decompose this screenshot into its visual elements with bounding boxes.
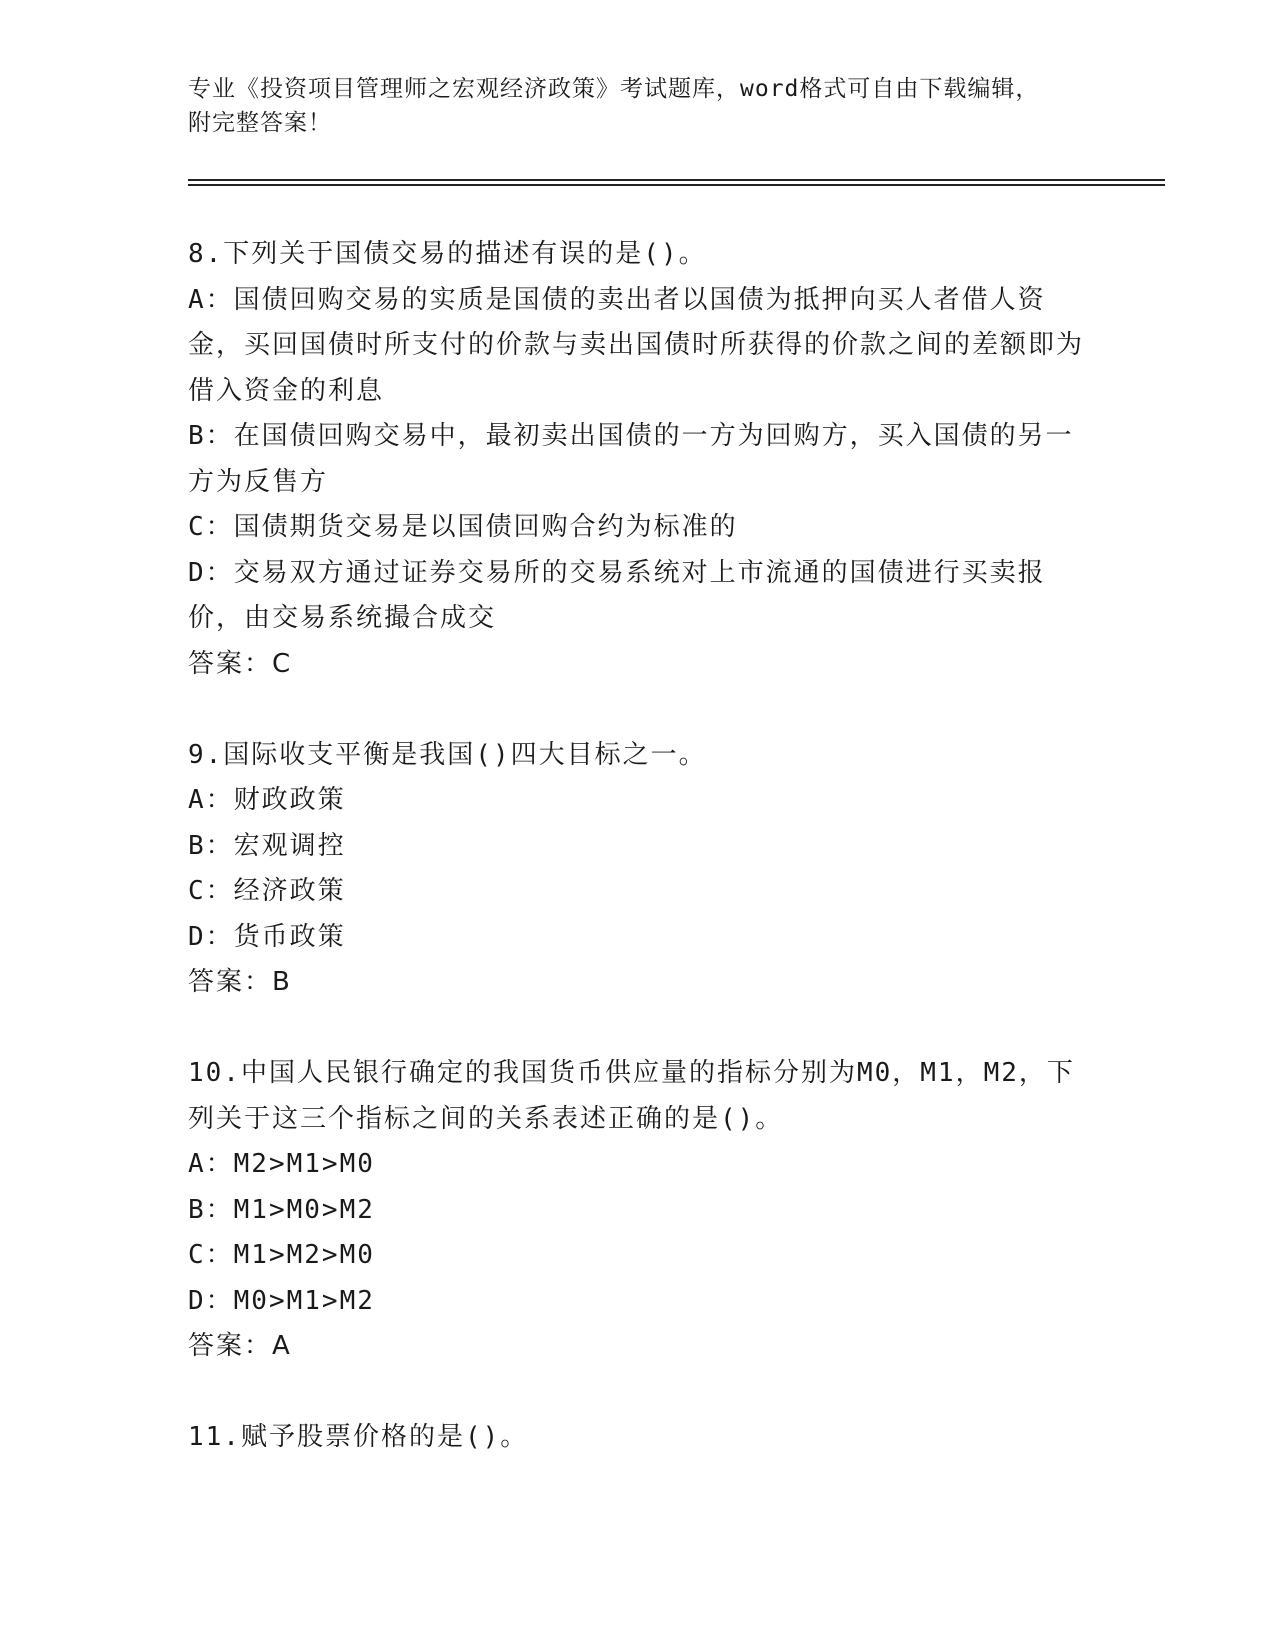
question-9 — [188, 733, 1088, 1006]
document-header — [188, 72, 1088, 140]
option-d: D：货币政策 — [188, 921, 346, 952]
header-line-2: 附完整答案！ — [188, 110, 332, 136]
option-d: D：M0>M1>M2 — [188, 1285, 375, 1316]
answer-line: 答案：B — [188, 967, 292, 997]
option-c: C：经济政策 — [188, 876, 346, 906]
option-c: C：M1>M2>M0 — [188, 1240, 375, 1270]
question-stem: 9.国际收支平衡是我国()四大目标之一。 — [188, 739, 707, 770]
question-spacer — [188, 687, 1088, 733]
header-divider-top — [188, 179, 1165, 181]
question-stem: 10.中国人民银行确定的我国货币供应量的指标分别为M0，M1，M2，下列关于这三个指标之间的关系表述正确的是()。 — [188, 1058, 1075, 1134]
question-10 — [188, 1051, 1088, 1370]
option-b: B：宏观调控 — [188, 830, 346, 861]
header-line-1: 专业《投资项目管理师之宏观经济政策》考试题库，word格式可自由下载编辑， — [188, 76, 1040, 102]
question-11 — [188, 1415, 1088, 1461]
option-a: A：财政政策 — [188, 785, 346, 815]
question-8 — [188, 232, 1088, 687]
question-stem: 8.下列关于国债交易的描述有误的是()。 — [188, 239, 707, 269]
question-spacer — [188, 1370, 1088, 1416]
question-stem: 11.赋予股票价格的是()。 — [188, 1422, 529, 1452]
option-c: C：国债期货交易是以国债回购合约为标准的 — [188, 512, 738, 542]
question-spacer — [188, 1006, 1088, 1052]
option-a: A：国债回购交易的实质是国债的卖出者以国债为抵押向买人者借人资金，买回国债时所支付的价款与卖出国债时所获得的价款之间的差额即为借入资金的利息 — [188, 284, 1085, 406]
answer-line: 答案：C — [188, 648, 293, 679]
question-list — [188, 232, 1088, 1461]
option-d: D：交易双方通过证券交易所的交易系统对上市流通的国债进行买卖报价，由交易系统撮合成交 — [188, 557, 1046, 633]
option-b: B：在国债回购交易中，最初卖出国债的一方为回购方，买入国债的另一方为反售方 — [188, 421, 1074, 497]
answer-line: 答案：A — [188, 1331, 292, 1361]
header-divider-bottom — [188, 184, 1165, 186]
option-a: A：M2>M1>M0 — [188, 1149, 375, 1179]
option-b: B：M1>M0>M2 — [188, 1194, 375, 1225]
